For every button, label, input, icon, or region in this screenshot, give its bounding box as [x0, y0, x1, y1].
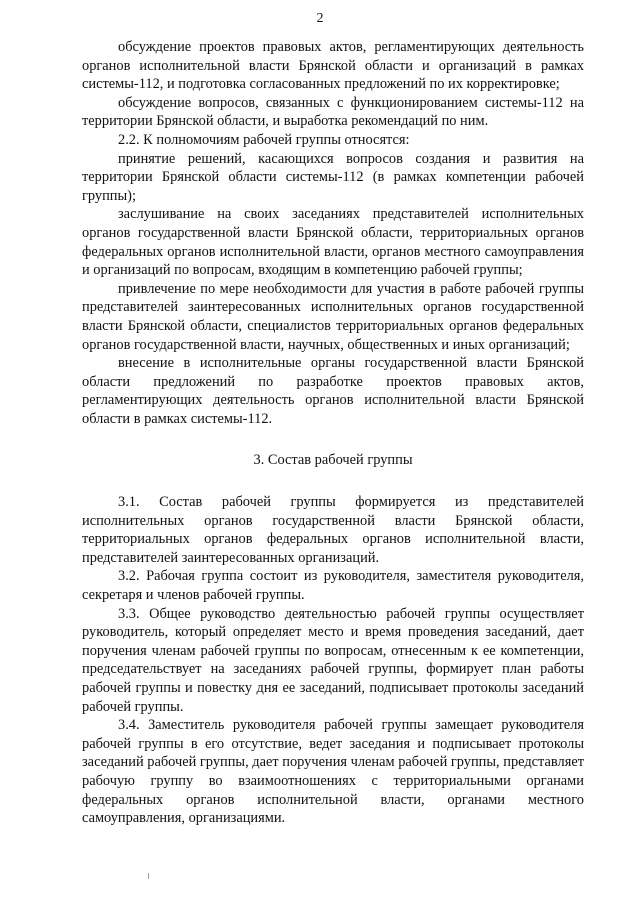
document-body [82, 38, 584, 828]
paragraph-3-1: 3.1. Состав рабочей группы формируется из представителей исполнительных органов государственной власти Брянской области, территориальных органов федеральных органов исполнительной власти, представителей заинтересованных организаций. [82, 494, 584, 566]
paragraph-3-4: 3.4. Заместитель руководителя рабочей группы замещает руководителя рабочей группы в его отсутствие, ведет заседания и подписывает протоколы заседаний рабочей группы, дает поручения членам рабочей группы, представляет рабочую группу во взаимоотношениях с территориальными органами федеральных органов исполнительной власти, органами местного самоуправления, организациями. [82, 717, 584, 827]
page-number: 2 [316, 11, 324, 26]
paragraph-proposals: внесение в исполнительные органы государственной власти Брянской области предложений по разработке проектов правовых актов, регламентирующих деятельность органов исполнительной власти Брянской области в рамках системы-112. [82, 355, 584, 427]
paragraph-decisions: принятие решений, касающихся вопросов создания и развития на территории Брянской области системы-112 (в рамках компетенции рабочей группы); [82, 150, 584, 204]
paragraph-3-2: 3.2. Рабочая группа состоит из руководителя, заместителя руководителя, секретаря и членов рабочей группы. [82, 568, 584, 604]
section-heading: 3. Состав рабочей группы [253, 452, 413, 469]
paragraph-hearing: заслушивание на своих заседаниях представителей исполнительных органов государственной власти Брянской области, территориальных органов федеральных органов исполнительной власти, органов местного самоуправления и организаций по вопросам, входящим в компетенцию рабочей группы; [82, 206, 584, 279]
paragraph-3-3: 3.3. Общее руководство деятельностью рабочей группы осуществляет руководитель, который определяет место и время проведения заседаний, дает поручения членам рабочей группы по вопросам, отнесенным к ее компетенции, председательствует на заседаниях рабочей группы, формирует план работы рабочей группы и повестку дня ее заседаний, подписывает протоколы заседаний рабочей группы. [82, 605, 584, 715]
scan-artifact-mark [148, 873, 149, 879]
paragraph-powers-intro: 2.2. К полномочиям рабочей группы относятся: [118, 131, 410, 148]
paragraph-draft-discussion: обсуждение проектов правовых актов, регламентирующих деятельность органов исполнительной власти Брянской области и организаций в рамках системы-112, и подготовка согласованных предложений по их корректировке; [82, 39, 584, 93]
paragraph-system-discussion: обсуждение вопросов, связанных с функционированием системы-112 на территории Брянской области, и выработка рекомендаций по ним. [82, 94, 584, 130]
paragraph-involvement: привлечение по мере необходимости для участия в работе рабочей группы представителей заинтересованных исполнительных органов государственной власти Брянской области, специалистов территориальных органов федеральных органов государственной власти, научных, общественных и иных организаций; [82, 280, 584, 353]
